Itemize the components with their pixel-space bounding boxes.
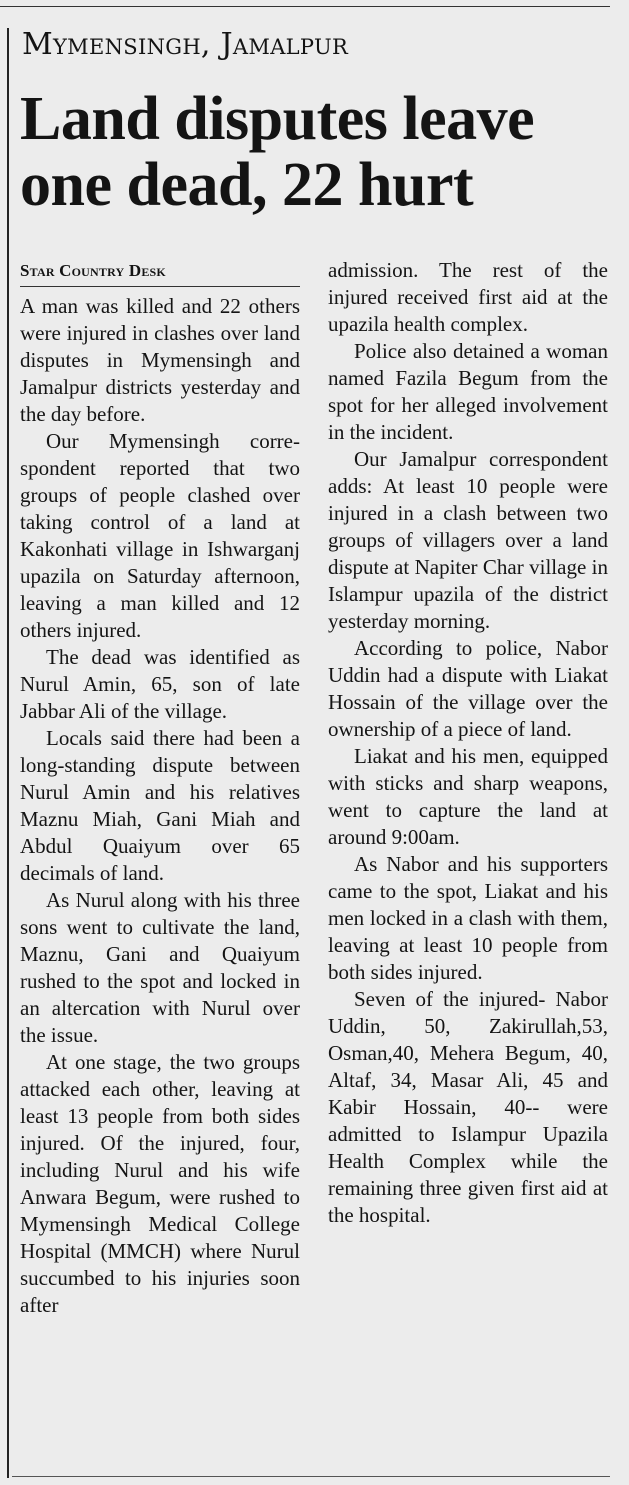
article-paragraph: At one stage, the two groups attacked each other, leaving at least 13 people from both sides injured. Of the injured, four, including Nurul and his wife Anwara Begum, were rushed to Mymensingh Medical College Hospital (MMCH) where Nurul succumbed to his injuries soon after <box>20 1050 300 1317</box>
article-paragraph: Our Jamalpur correspondent adds: At least 10 people were injured in a clash between two groups of villagers over a land dispute at Napiter Char village in Islampur upazila of the district yesterday morning. <box>328 447 608 633</box>
byline-rule <box>20 286 300 287</box>
article-paragraph: The dead was identified as Nurul Amin, 65, son of late Jabbar Ali of the village. <box>20 645 300 723</box>
article-paragraph: According to police, Nabor Uddin had a dispute with Liakat Hossain of the village over the ownership of a piece of land. <box>328 636 608 741</box>
article-paragraph: As Nurul along with his three sons went to cultivate the land, Maznu, Gani and Quaiyum rushed to the spot and locked in an altercation with Nurul over the issue. <box>20 888 300 1047</box>
article-paragraph: Our Mymensingh correspondent reported that two groups of people clashed over taking control of a land at Kakonhati village in Ishwarganj upazila on Saturday afternoon, leaving a man killed and 12 others injured. <box>20 429 300 642</box>
article-paragraph: Locals said there had been a long-standing dispute between Nurul Amin and his relatives Maznu Miah, Gani Miah and Abdul Quaiyum over 65 decimals of land. <box>20 726 300 885</box>
article-paragraph: A man was killed and 22 others were injured in clashes over land disputes in Mymensingh and Jamalpur districts yesterday and the day before. <box>20 294 300 426</box>
headline: Land disputes leave one dead, 22 hurt <box>20 85 535 219</box>
location-kicker: Mymensingh, Jamalpur <box>22 27 349 62</box>
article-column-right <box>328 257 608 1229</box>
top-rule <box>0 6 610 7</box>
article-paragraph: Liakat and his men, equipped with sticks and sharp weapons, went to capture the land at around 9:00am. <box>328 744 608 849</box>
article-paragraph: admission. The rest of the injured received first aid at the upazila health complex. <box>328 258 608 336</box>
article-paragraph: Seven of the injured- Nabor Uddin, 50, Zakirullah,53, Osman,40, Mehera Begum, 40, Altaf, 34, Masar Ali, 45 and Kabir Hossain, 40-- were admitted to Islampur Upazila Health Complex while the remaining three given first aid at the hospital. <box>328 987 608 1227</box>
byline: Star Country Desk <box>20 261 166 280</box>
left-border-rule <box>7 28 9 1478</box>
article-paragraph: As Nabor and his supporters came to the spot, Liakat and his men locked in a clash with them, leaving at least 10 people from both sides injured. <box>328 852 608 984</box>
article-column-left <box>20 257 300 1319</box>
article-paragraph: Police also detained a woman named Fazila Begum from the spot for her alleged involvement in the incident. <box>328 339 608 444</box>
bottom-rule <box>12 1476 610 1477</box>
